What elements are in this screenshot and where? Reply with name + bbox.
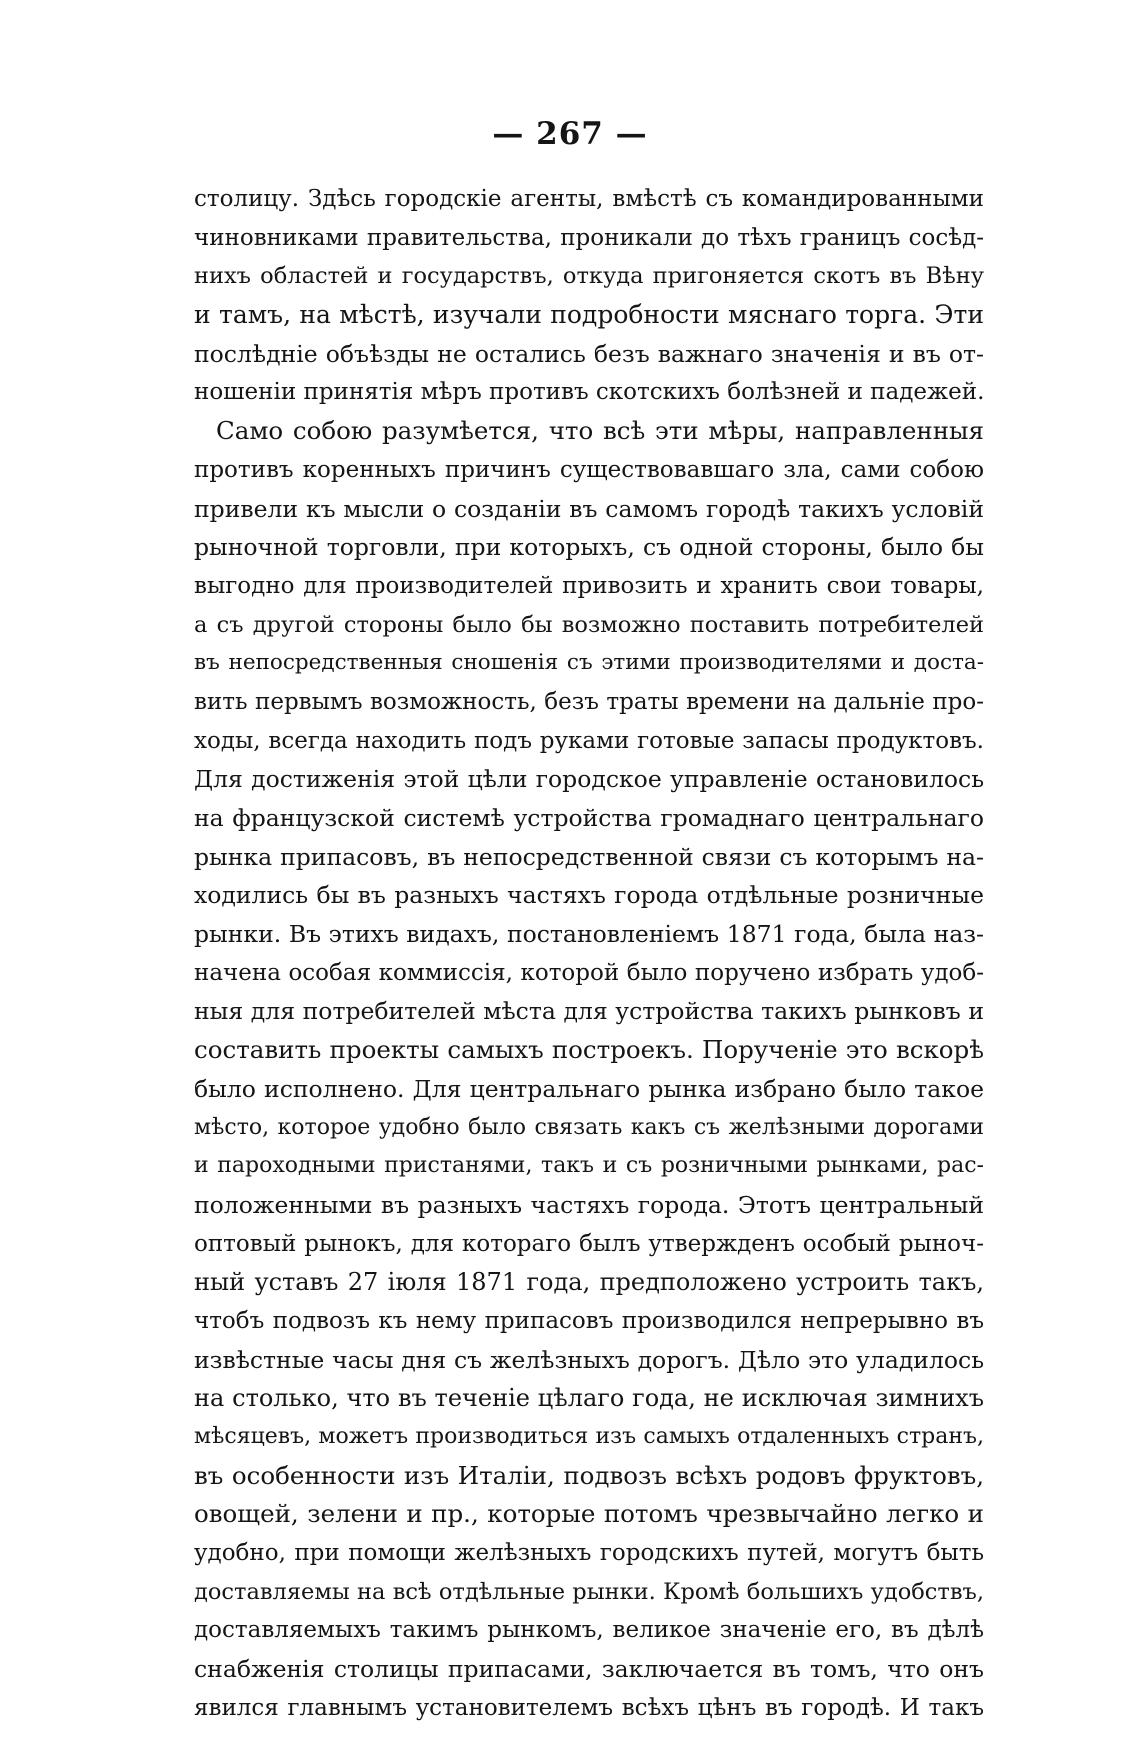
text-line: овощей, зелени и пр., которые потомъ чрезвычайно легко и [194, 1499, 984, 1529]
text-line: составить проекты самыхъ построекъ. Порученіе это вскорѣ [194, 1035, 984, 1065]
text-line: и тамъ, на мѣстѣ, изучали подробности мяснаго торга. Эти [194, 300, 984, 330]
text-line: ныя для потребителей мѣста для устройства такихъ рынковъ и [194, 997, 984, 1026]
text-line: нихъ областей и государствъ, откуда пригоняется скотъ въ Вѣну [194, 263, 984, 290]
text-line: мѣсто, которое удобно было связать какъ съ желѣзными дорогами [194, 1114, 984, 1140]
text-line: снабженія столицы припасами, заключается въ томъ, что онъ [194, 1655, 984, 1684]
body-text [194, 180, 984, 1728]
text-line: оптовый рынокъ, для котораго былъ утвержденъ особый рыноч- [194, 1230, 984, 1257]
text-line: мѣсяцевъ, можетъ производиться изъ самыхъ отдаленныхъ странъ, [194, 1424, 984, 1449]
text-line: ходы, всегда находить подъ руками готовые запасы продуктовъ. [194, 727, 984, 754]
text-line: привели къ мысли о созданіи въ самомъ городѣ такихъ условій [194, 494, 984, 523]
text-line: доставляемы на всѣ отдѣльные рынки. Кромѣ большихъ удобствъ, [194, 1578, 984, 1605]
text-line: на французской системѣ устройства громаднаго центральнаго [194, 804, 984, 832]
text-line: было исполнено. Для центральнаго рынка избрано было такое [194, 1074, 984, 1103]
text-line: ходились бы въ разныхъ частяхъ города отдѣльные розничные [194, 881, 984, 910]
text-line: въ непосредственныя сношенія съ этими производителями и доста- [194, 650, 984, 676]
text-line: чиновниками правительства, проникали до тѣхъ границъ сосѣд- [194, 224, 984, 251]
text-line: извѣстные часы дня съ желѣзныхъ дорогъ. Дѣло это уладилось [194, 1345, 984, 1374]
text-line: послѣдніе объѣзды не остались безъ важнаго значенія и въ от- [194, 339, 984, 368]
text-line: выгодно для производителей привозить и хранить свои товары, [194, 572, 984, 599]
text-line: противъ коренныхъ причинъ существовавшаго зла, сами собою [194, 456, 984, 483]
text-line: ный уставъ 27 іюля 1871 года, предположено устроить такъ, [194, 1268, 984, 1297]
text-line: чтобъ подвозъ къ нему припасовъ производился непрерывно въ [194, 1307, 984, 1334]
text-line-paragraph-start: Само собою разумѣется, что всѣ эти мѣры, направленныя [216, 416, 984, 446]
text-line: вить первымъ возможность, безъ траты времени на дальніе про- [194, 688, 984, 715]
text-line: ношеніи принятія мѣръ противъ скотскихъ болѣзней и падежей. [194, 379, 984, 406]
text-line: а съ другой стороны было бы возможно поставить потребителей [194, 611, 984, 638]
text-line: рыночной торговли, при которыхъ, съ одной стороны, было бы [194, 533, 984, 562]
text-line: Для достиженія этой цѣли городское управленіе остановилось [194, 765, 984, 794]
page-number: — 267 — [492, 116, 648, 152]
text-line: удобно, при помощи желѣзныхъ городскихъ путей, могутъ быть [194, 1540, 984, 1567]
text-line: столицу. Здѣсь городскіе агенты, вмѣстѣ съ командированными [194, 186, 984, 212]
text-line: и пароходными пристанями, такъ и съ розничными рынками, рас- [194, 1153, 984, 1179]
text-line: въ особенности изъ Италіи, подвозъ всѣхъ родовъ фруктовъ, [194, 1460, 984, 1490]
text-line: явился главнымъ установителемъ всѣхъ цѣнъ въ городѣ. И такъ [194, 1694, 984, 1721]
text-line: начена особая коммиссія, которой было поручено избрать удоб- [194, 959, 984, 986]
text-line: рынки. Въ этихъ видахъ, постановленіемъ 1871 года, была наз- [194, 920, 984, 949]
text-line: положенными въ разныхъ частяхъ города. Этотъ центральный [194, 1190, 984, 1219]
text-line: рынка припасовъ, въ непосредственной связи съ которымъ на- [194, 842, 984, 871]
text-line: доставляемыхъ такимъ рынкомъ, великое значеніе его, въ дѣлѣ [194, 1617, 984, 1644]
text-line: на столько, что въ теченіе цѣлаго года, не исключая зимнихъ [194, 1384, 984, 1413]
